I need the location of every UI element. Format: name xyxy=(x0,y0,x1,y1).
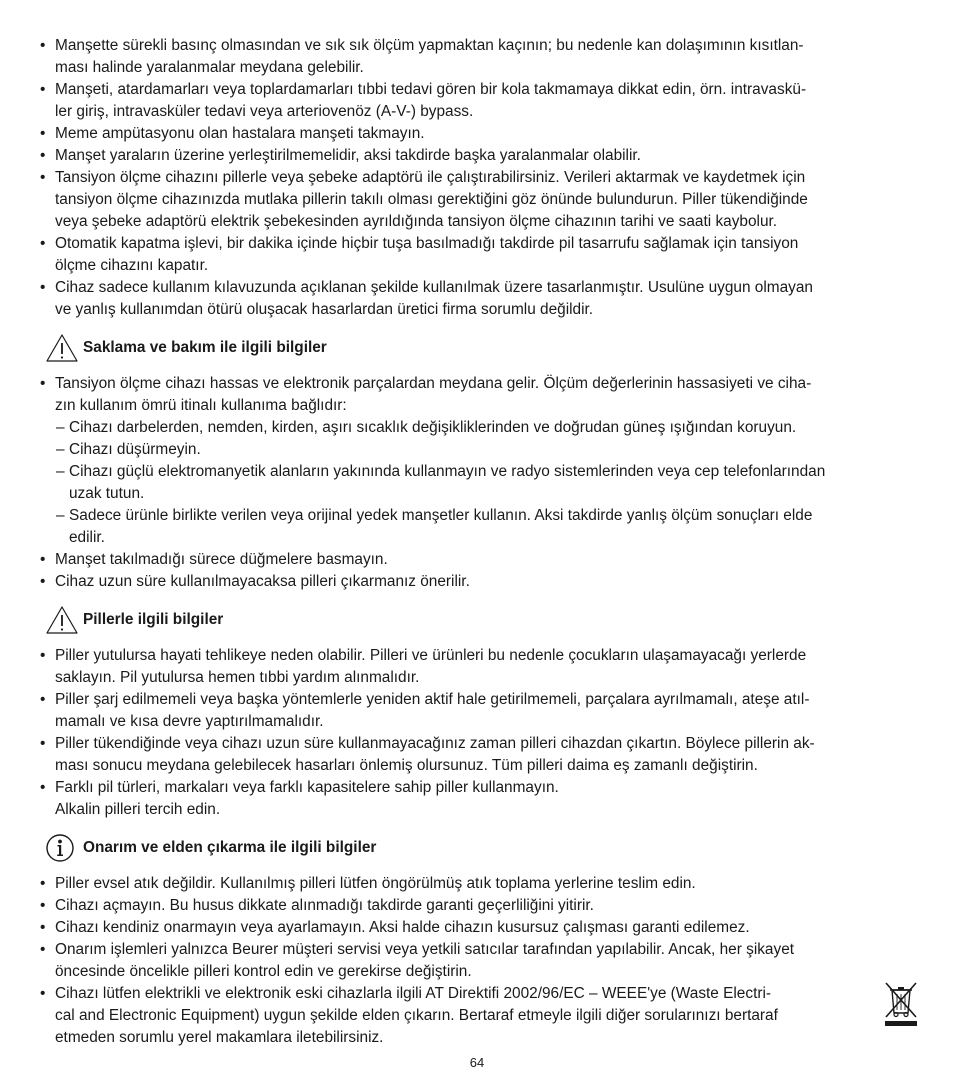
list-item: • Piller şarj edilmemeli veya başka yöntemlerle yeniden aktif hale getirilmemeli, parçalara ayrılmamalı, ateşe atıl- mamalı ve kısa devre yaptırılmamalıdır. xyxy=(40,691,810,730)
list-item: • Tansiyon ölçme cihazını pillerle veya şebeke adaptörü ile çalıştırabilirsiniz. Verileri aktarmak ve kaydetmek için tansiyon ölçme cihazınızda mutlaka pillerin takılı olması gerektiğini göz önünde bulundurun. Piller tükendiğinde veya şebeke adaptörü elektrik şebekesinden ayrıldığında tansiyon ölçme cihazının tarihi ve saati kaybolur. xyxy=(40,169,808,230)
storage-section-heading: Saklama ve bakım ile ilgili bilgiler xyxy=(45,333,920,363)
list-item: • Piller tükendiğinde veya cihazı uzun süre kullanmayacağınız zaman pilleri cihazdan çıkartın. Böylece pillerin ak- ması sonucu meydana gelebilecek hasarları önlemiş olursunuz. Tüm pilleri daima eş zamanlı değiştirin. xyxy=(40,735,815,774)
list-item: • Tansiyon ölçme cihazı hassas ve elektronik parçalardan meydana gelir. Ölçüm değerlerinin hassasiyeti ve ciha- zın kullanım ömrü itinalı kullanıma bağlıdır: xyxy=(40,375,812,414)
list-item: • Piller yutulursa hayati tehlikeye neden olabilir. Pilleri ve ürünleri bu nedenle çocukların ulaşamayacağı yerlerde saklayın. Pil yutulursa hemen tıbbi yardım alınmalıdır. xyxy=(40,647,807,686)
storage-list xyxy=(40,373,920,593)
list-item: • Cihazı kendiniz onarmayın veya ayarlamayın. Aksi halde cihazın kusursuz çalışması garanti edilemez. xyxy=(40,919,750,936)
list-item: • Piller evsel atık değildir. Kullanılmış pilleri lütfen öngörülmüş atık toplama yerlerine teslim edin. xyxy=(40,875,696,892)
warning-triangle-icon xyxy=(45,333,79,363)
batteries-note: Alkalin pilleri tercih edin. xyxy=(55,801,221,818)
warning-triangle-icon xyxy=(45,605,79,635)
list-item: • Meme ampütasyonu olan hastalara manşeti takmayın. xyxy=(40,125,425,142)
document-page xyxy=(40,35,920,1049)
list-item: • Cihazı lütfen elektrikli ve elektronik eski cihazlarla ilgili AT Direktifi 2002/96/EC – WEEE'ye (Waste Electri- cal and Electronic Equipment) uygun şekilde elden çıkarın. Bertaraf etmeyle ilgili diğer sorularınızı bertaraf etmeden sorumlu yerel makamlara iletebilirsiniz. xyxy=(40,985,778,1046)
sub-list-item: – Cihazı düşürmeyin. xyxy=(56,441,201,458)
list-item: • Cihaz sadece kullanım kılavuzunda açıklanan şekilde kullanılmak üzere tasarlanmıştır. Usulüne uygun olmayan ve yanlış kullanımdan ötürü oluşacak hasarlardan üretici firma sorumlu değildir. xyxy=(40,279,813,318)
info-circle-icon xyxy=(45,833,79,863)
intro-list xyxy=(40,35,920,321)
page-number: 64 xyxy=(469,1055,485,1070)
list-item: • Otomatik kapatma işlevi, bir dakika içinde hiçbir tuşa basılmadığı takdirde pil tasarrufu sağlamak için tansiyon ölçme cihazını kapatır. xyxy=(40,235,799,274)
list-item: • Manşet takılmadığı sürece düğmelere basmayın. xyxy=(40,551,388,568)
list-item: • Manşette sürekli basınç olmasından ve sık sık ölçüm yapmaktan kaçının; bu nedenle kan dolaşımının kısıtlan- ması halinde yaralanmalar meydana gelebilir. xyxy=(40,37,804,76)
list-item: • Cihaz uzun süre kullanılmayacaksa pilleri çıkarmanız önerilir. xyxy=(40,573,470,590)
sub-list-item: – Sadece ürünle birlikte verilen veya orijinal yedek manşetler kullanın. Aksi takdirde yanlış ölçüm sonuçları elde edilir. xyxy=(56,507,813,546)
list-item: • Farklı pil türleri, markaları veya farklı kapasitelere sahip piller kullanmayın. xyxy=(40,779,559,796)
repair-section-heading: Onarım ve elden çıkarma ile ilgili bilgiler xyxy=(45,833,920,863)
batteries-list xyxy=(40,645,920,821)
weee-item-row xyxy=(40,983,920,1049)
batteries-section-heading: Pillerle ilgili bilgiler xyxy=(45,605,920,635)
sub-list-item: – Cihazı güçlü elektromanyetik alanların yakınında kullanmayın ve radyo sistemlerinden veya cep telefonlarından uzak tutun. xyxy=(56,463,826,502)
list-item: • Onarım işlemleri yalnızca Beurer müşteri servisi veya yetkili satıcılar tarafından yapılabilir. Ancak, her şikayet öncesinde öncelikle pilleri kontrol edin ve gerekirse değiştirin. xyxy=(40,941,795,980)
crossed-out-wheelie-bin-icon xyxy=(882,981,920,1027)
list-item: • Cihazı açmayın. Bu husus dikkate alınmadığı takdirde garanti geçerliliğini yitirir. xyxy=(40,897,594,914)
repair-list xyxy=(40,873,920,1049)
sub-list-item: – Cihazı darbelerden, nemden, kirden, aşırı sıcaklık değişikliklerinden ve doğrudan güneş ışığından koruyun. xyxy=(56,419,797,436)
list-item: • Manşet yaraların üzerine yerleştirilmemelidir, aksi takdirde başka yaralanmalar olabilir. xyxy=(40,147,641,164)
list-item: • Manşeti, atardamarları veya toplardamarları tıbbi tedavi gören bir kola takmamaya dikkat edin, örn. intravaskü- ler giriş, intravasküler tedavi veya arteriovenöz (A-V-) bypass. xyxy=(40,81,807,120)
